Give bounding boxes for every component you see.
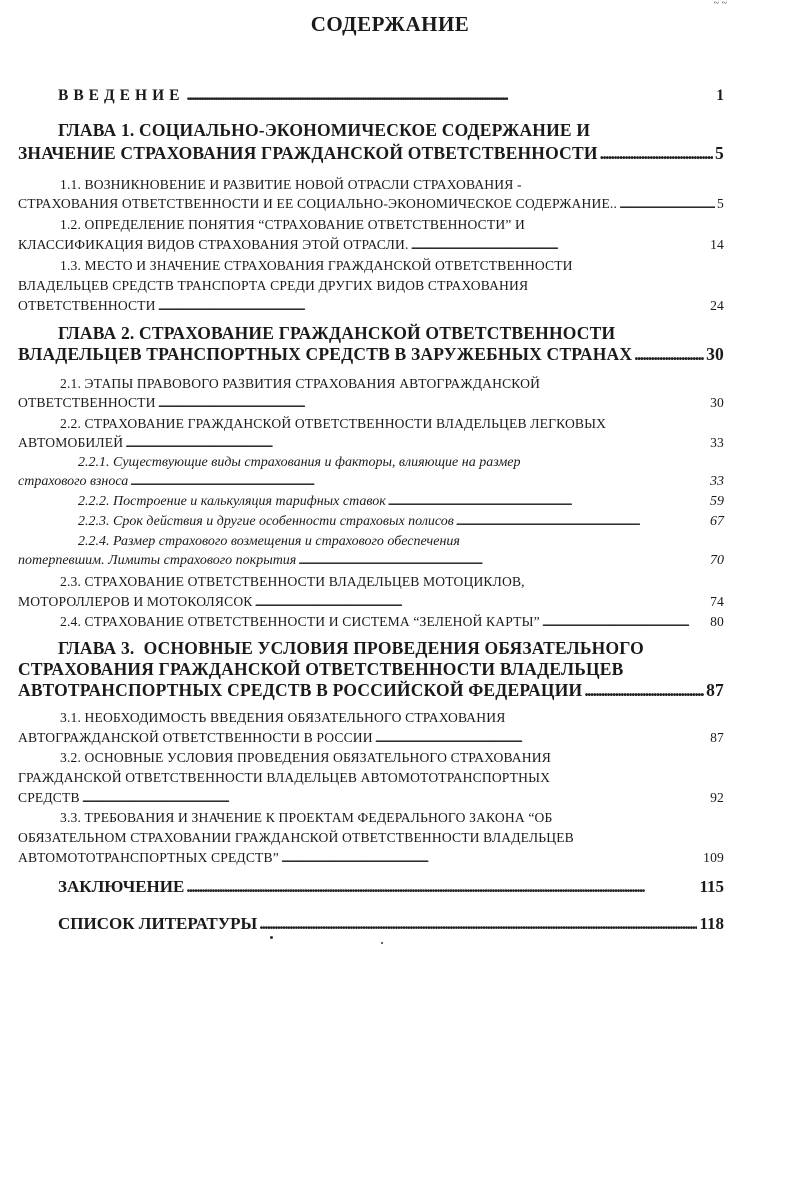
section-2-2-4-line2: потерпевшим. Лимиты страхового покрытия bbox=[18, 553, 297, 568]
section-2-1-line2: ОТВЕТСТВЕННОСТИ bbox=[18, 395, 156, 410]
toc-page-number: 67 bbox=[710, 514, 724, 529]
scan-speck bbox=[270, 936, 273, 939]
section-3-2-line3: СРЕДСТВ bbox=[18, 790, 80, 805]
section-2-2-1-line1[interactable]: 2.2.1. Существующие виды страхования и факторы, влияющие на размер bbox=[78, 455, 521, 470]
toc-entry-chapter-1[interactable] bbox=[18, 145, 724, 163]
toc-entry-2-2-4[interactable] bbox=[18, 554, 724, 568]
section-2-4-text: 2.4. СТРАХОВАНИЕ ОТВЕТСТВЕННОСТИ И СИСТЕМА “ЗЕЛЕНОЙ КАРТЫ” bbox=[60, 614, 540, 629]
toc-page-number: 80 bbox=[710, 614, 724, 629]
toc-entry-2-2-3[interactable] bbox=[78, 515, 724, 529]
toc-entry-2-2-2[interactable] bbox=[78, 495, 724, 509]
section-1-1-line1[interactable]: 1.1. ВОЗНИКНОВЕНИЕ И РАЗВИТИЕ НОВОЙ ОТРАСЛИ СТРАХОВАНИЯ - bbox=[60, 177, 522, 192]
section-3-2-line2[interactable]: ГРАЖДАНСКОЙ ОТВЕТСТВЕННОСТИ ВЛАДЕЛЬЦЕВ АВТОМОТОТРАНСПОРТНЫХ bbox=[18, 770, 551, 785]
toc-entry-2-2[interactable] bbox=[18, 436, 724, 450]
toc-entry-2-1[interactable] bbox=[18, 396, 724, 410]
section-1-1-line2: СТРАХОВАНИЯ ОТВЕТСТВЕННОСТИ И ЕЕ СОЦИАЛЬНО-ЭКОНОМИЧЕСКОЕ СОДЕРЖАНИЕ.. bbox=[18, 196, 618, 211]
toc-entry-chapter-3[interactable] bbox=[18, 682, 724, 700]
toc-page-number: 115 bbox=[699, 877, 724, 896]
toc-entry-1-3[interactable] bbox=[18, 299, 724, 313]
section-2-3-line2: МОТОРОЛЛЕРОВ И МОТОКОЛЯСОК bbox=[18, 594, 253, 609]
toc-entry-label: ЗАКЛЮЧЕНИЕ bbox=[58, 877, 185, 896]
toc-entry-3-3[interactable] bbox=[18, 851, 724, 865]
toc-page-number: 70 bbox=[710, 553, 724, 568]
section-3-3-line1[interactable]: 3.3. ТРЕБОВАНИЯ И ЗНАЧЕНИЕ К ПРОЕКТАМ ФЕДЕРАЛЬНОГО ЗАКОНА “ОБ bbox=[60, 810, 553, 825]
scan-corner-mark: ~ ~ bbox=[713, 0, 727, 9]
chapter-3-heading-line1[interactable]: ГЛАВА 3. ОСНОВНЫЕ УСЛОВИЯ ПРОВЕДЕНИЯ ОБЯЗАТЕЛЬНОГО bbox=[58, 638, 644, 658]
scan-speck bbox=[381, 942, 383, 944]
toc-page-number: 24 bbox=[710, 298, 724, 313]
toc-page-number: 5 bbox=[717, 196, 724, 211]
toc-entry-3-2[interactable] bbox=[18, 791, 724, 805]
toc-page-number: 14 bbox=[710, 237, 724, 252]
section-3-2-line1[interactable]: 3.2. ОСНОВНЫЕ УСЛОВИЯ ПРОВЕДЕНИЯ ОБЯЗАТЕЛЬНОГО СТРАХОВАНИЯ bbox=[60, 750, 551, 765]
section-2-2-3-text: 2.2.3. Срок действия и другие особенности страховых полисов bbox=[78, 514, 454, 529]
section-2-2-4-line1[interactable]: 2.2.4. Размер страхового возмещения и страхового обеспечения bbox=[78, 534, 460, 549]
toc-page-number: 30 bbox=[710, 395, 724, 410]
toc-entry-intro[interactable] bbox=[58, 88, 724, 104]
section-3-3-line2[interactable]: ОБЯЗАТЕЛЬНОМ СТРАХОВАНИИ ГРАЖДАНСКОЙ ОТВЕТСТВЕННОСТИ ВЛАДЕЛЬЦЕВ bbox=[18, 830, 574, 845]
toc-page-number: 59 bbox=[710, 494, 724, 509]
toc-entry-label: СПИСОК ЛИТЕРАТУРЫ bbox=[58, 914, 258, 933]
chapter-1-heading-line2: ЗНАЧЕНИЕ СТРАХОВАНИЯ ГРАЖДАНСКОЙ ОТВЕТСТВЕННОСТИ bbox=[18, 143, 598, 163]
chapter-2-heading-line1[interactable]: ГЛАВА 2. СТРАХОВАНИЕ ГРАЖДАНСКОЙ ОТВЕТСТВЕННОСТИ bbox=[58, 323, 616, 343]
chapter-3-heading-line3: АВТОТРАНСПОРТНЫХ СРЕДСТВ В РОССИЙСКОЙ ФЕДЕРАЦИИ bbox=[18, 680, 583, 700]
toc-entry-1-2[interactable] bbox=[18, 238, 724, 252]
section-1-2-line1[interactable]: 1.2. ОПРЕДЕЛЕНИЕ ПОНЯТИЯ “СТРАХОВАНИЕ ОТВЕТСТВЕННОСТИ” И bbox=[60, 217, 525, 232]
toc-page-number: 87 bbox=[706, 680, 724, 700]
toc-entry-references[interactable] bbox=[58, 915, 724, 932]
chapter-1-heading-line1[interactable]: ГЛАВА 1. СОЦИАЛЬНО-ЭКОНОМИЧЕСКОЕ СОДЕРЖАНИЕ И bbox=[58, 120, 591, 140]
section-3-1-line2: АВТОГРАЖДАНСКОЙ ОТВЕТСТВЕННОСТИ В РОССИИ bbox=[18, 730, 373, 745]
chapter-3-heading-line2[interactable]: СТРАХОВАНИЯ ГРАЖДАНСКОЙ ОТВЕТСТВЕННОСТИ ВЛАДЕЛЬЦЕВ bbox=[18, 659, 624, 679]
section-1-3-line3: ОТВЕТСТВЕННОСТИ bbox=[18, 298, 156, 313]
section-2-2-line1[interactable]: 2.2. СТРАХОВАНИЕ ГРАЖДАНСКОЙ ОТВЕТСТВЕННОСТИ ВЛАДЕЛЬЦЕВ ЛЕГКОВЫХ bbox=[60, 416, 607, 431]
toc-entry-chapter-2[interactable] bbox=[18, 346, 724, 364]
section-2-1-line1[interactable]: 2.1. ЭТАПЫ ПРАВОВОГО РАЗВИТИЯ СТРАХОВАНИЯ АВТОГРАЖДАНСКОЙ bbox=[60, 376, 541, 391]
toc-page-number: 1 bbox=[716, 87, 724, 104]
toc-page-number: 92 bbox=[710, 790, 724, 805]
section-1-2-line2: КЛАССИФИКАЦИЯ ВИДОВ СТРАХОВАНИЯ ЭТОЙ ОТРАСЛИ. bbox=[18, 237, 409, 252]
section-2-3-line1[interactable]: 2.3. СТРАХОВАНИЕ ОТВЕТСТВЕННОСТИ ВЛАДЕЛЬЦЕВ МОТОЦИКЛОВ, bbox=[60, 574, 525, 589]
chapter-2-heading-line2: ВЛАДЕЛЬЦЕВ ТРАНСПОРТНЫХ СРЕДСТВ В ЗАРУЖЕБНЫХ СТРАНАХ bbox=[18, 344, 633, 364]
toc-entry-1-1[interactable] bbox=[18, 197, 724, 211]
section-3-1-line1[interactable]: 3.1. НЕОБХОДИМОСТЬ ВВЕДЕНИЯ ОБЯЗАТЕЛЬНОГО СТРАХОВАНИЯ bbox=[60, 710, 506, 725]
toc-page-number: 74 bbox=[710, 594, 724, 609]
toc-page-number: 33 bbox=[710, 474, 724, 489]
toc-entry-2-3[interactable] bbox=[18, 595, 724, 609]
toc-entry-2-4[interactable] bbox=[60, 615, 724, 629]
section-1-3-line2[interactable]: ВЛАДЕЛЬЦЕВ СРЕДСТВ ТРАНСПОРТА СРЕДИ ДРУГИХ ВИДОВ СТРАХОВАНИЯ bbox=[18, 278, 529, 293]
toc-page-number: 109 bbox=[703, 850, 724, 865]
toc-page-number: 33 bbox=[710, 435, 724, 450]
toc-page-number: 118 bbox=[699, 914, 724, 933]
section-2-2-line2: АВТОМОБИЛЕЙ bbox=[18, 435, 124, 450]
toc-entry-2-2-1[interactable] bbox=[18, 475, 724, 489]
toc-entry-label: ВВЕДЕНИЕ bbox=[58, 87, 185, 104]
toc-entry-3-1[interactable] bbox=[18, 731, 724, 745]
section-1-3-line1[interactable]: 1.3. МЕСТО И ЗНАЧЕНИЕ СТРАХОВАНИЯ ГРАЖДАНСКОЙ ОТВЕТСТВЕННОСТИ bbox=[60, 258, 573, 273]
toc-page-number: 5 bbox=[715, 143, 724, 163]
toc-page-number: 87 bbox=[710, 730, 724, 745]
toc-entry-conclusion[interactable] bbox=[58, 878, 724, 895]
page-title: СОДЕРЖАНИЕ bbox=[310, 12, 470, 36]
section-2-2-2-text: 2.2.2. Построение и калькуляция тарифных ставок bbox=[78, 494, 386, 509]
section-2-2-1-line2: страхового взноса bbox=[18, 474, 129, 489]
section-3-3-line3: АВТОМОТОТРАНСПОРТНЫХ СРЕДСТВ” bbox=[18, 850, 279, 865]
toc-page-number: 30 bbox=[706, 344, 724, 364]
